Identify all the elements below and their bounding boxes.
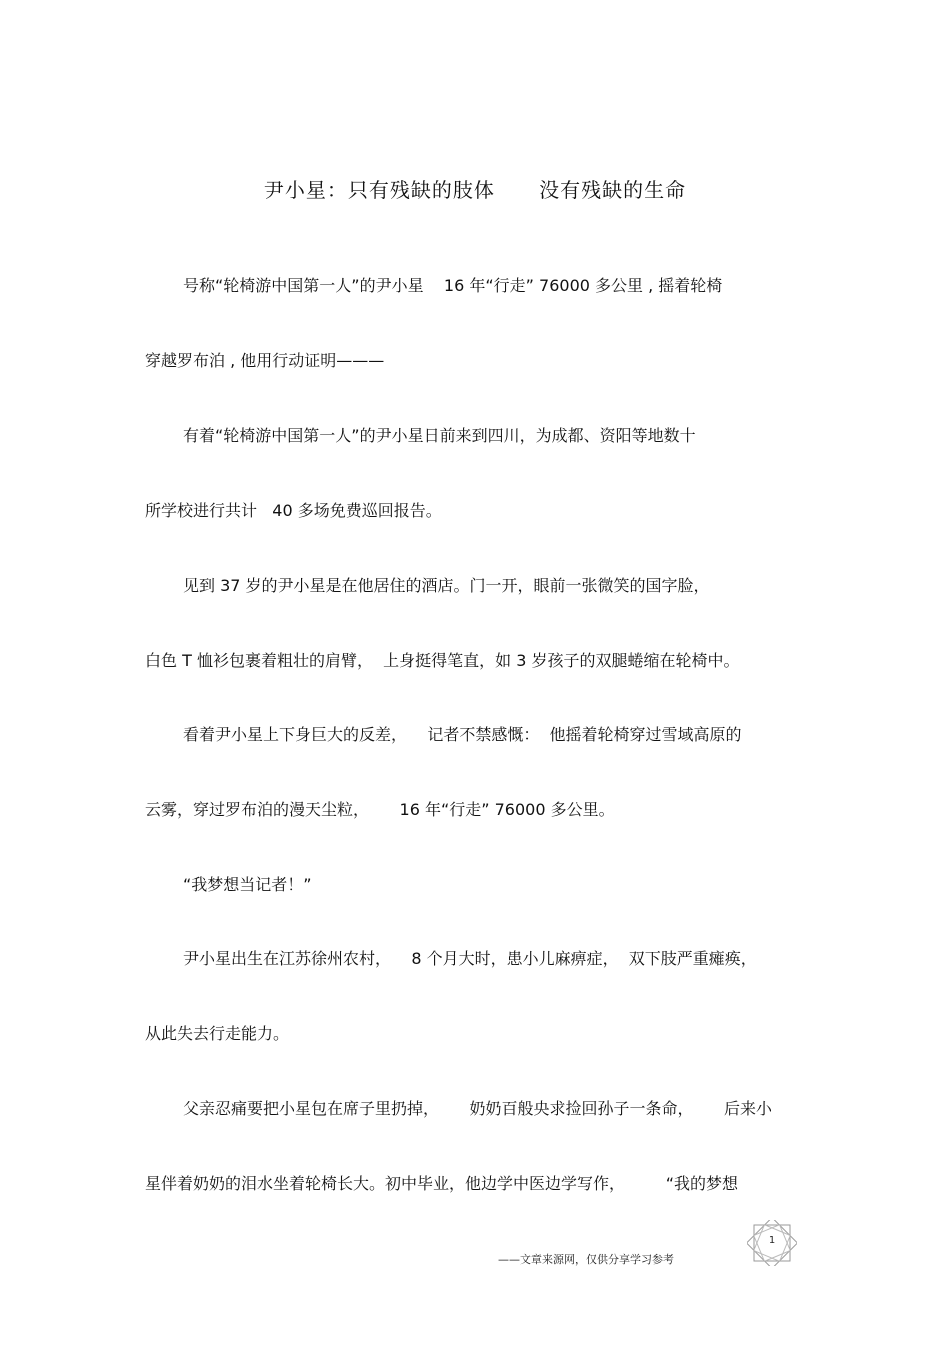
paragraph-line: 从此失去行走能力。: [145, 1024, 290, 1043]
source-note: ——文章来源网，仅供分享学习参考: [498, 1253, 674, 1266]
article-title: 尹小星：只有残缺的肢体 没有残缺的生命: [263, 178, 687, 202]
paragraph-line: 白色 T 恤衫包裹着粗壮的肩臂， 上身挺得笔直，如 3 岁孩子的双腿蜷缩在轮椅中。: [145, 651, 740, 670]
paragraph-line: 见到 37 岁的尹小星是在他居住的酒店。门一开，眼前一张微笑的国字脸，: [183, 576, 710, 595]
paragraph-line: 穿越罗布泊 , 他用行动证明———: [145, 351, 385, 370]
paragraph-line: 尹小星出生在江苏徐州农村， 8 个月大时，患小儿麻痹症， 双下肢严重瘫痪，: [183, 949, 757, 968]
paragraph-line: 星伴着奶奶的泪水坐着轮椅长大。初中毕业，他边学中医边学写作， “我的梦想: [145, 1174, 738, 1193]
page-number: 1: [768, 1235, 776, 1246]
page-number-badge: [747, 1220, 797, 1266]
paragraph-line: 号称“轮椅游中国第一人”的尹小星 16 年“行走” 76000 多公里 , 摇着轮椅: [183, 276, 723, 295]
paragraph-line: 所学校进行共计 40 多场免费巡回报告。: [145, 501, 442, 520]
paragraph-line: 有着“轮椅游中国第一人”的尹小星日前来到四川，为成都、资阳等地数十: [183, 426, 696, 445]
paragraph-line: 看着尹小星上下身巨大的反差， 记者不禁感慨： 他摇着轮椅穿过雪域高原的: [183, 725, 742, 744]
paragraph-line: 父亲忍痛要把小星包在席子里扔掉， 奶奶百般央求捡回孙子一条命， 后来小: [183, 1099, 773, 1118]
paragraph-line: 云雾，穿过罗布泊的漫天尘粒， 16 年“行走” 76000 多公里。: [145, 800, 615, 819]
paragraph-line: “我梦想当记者！”: [183, 875, 312, 894]
